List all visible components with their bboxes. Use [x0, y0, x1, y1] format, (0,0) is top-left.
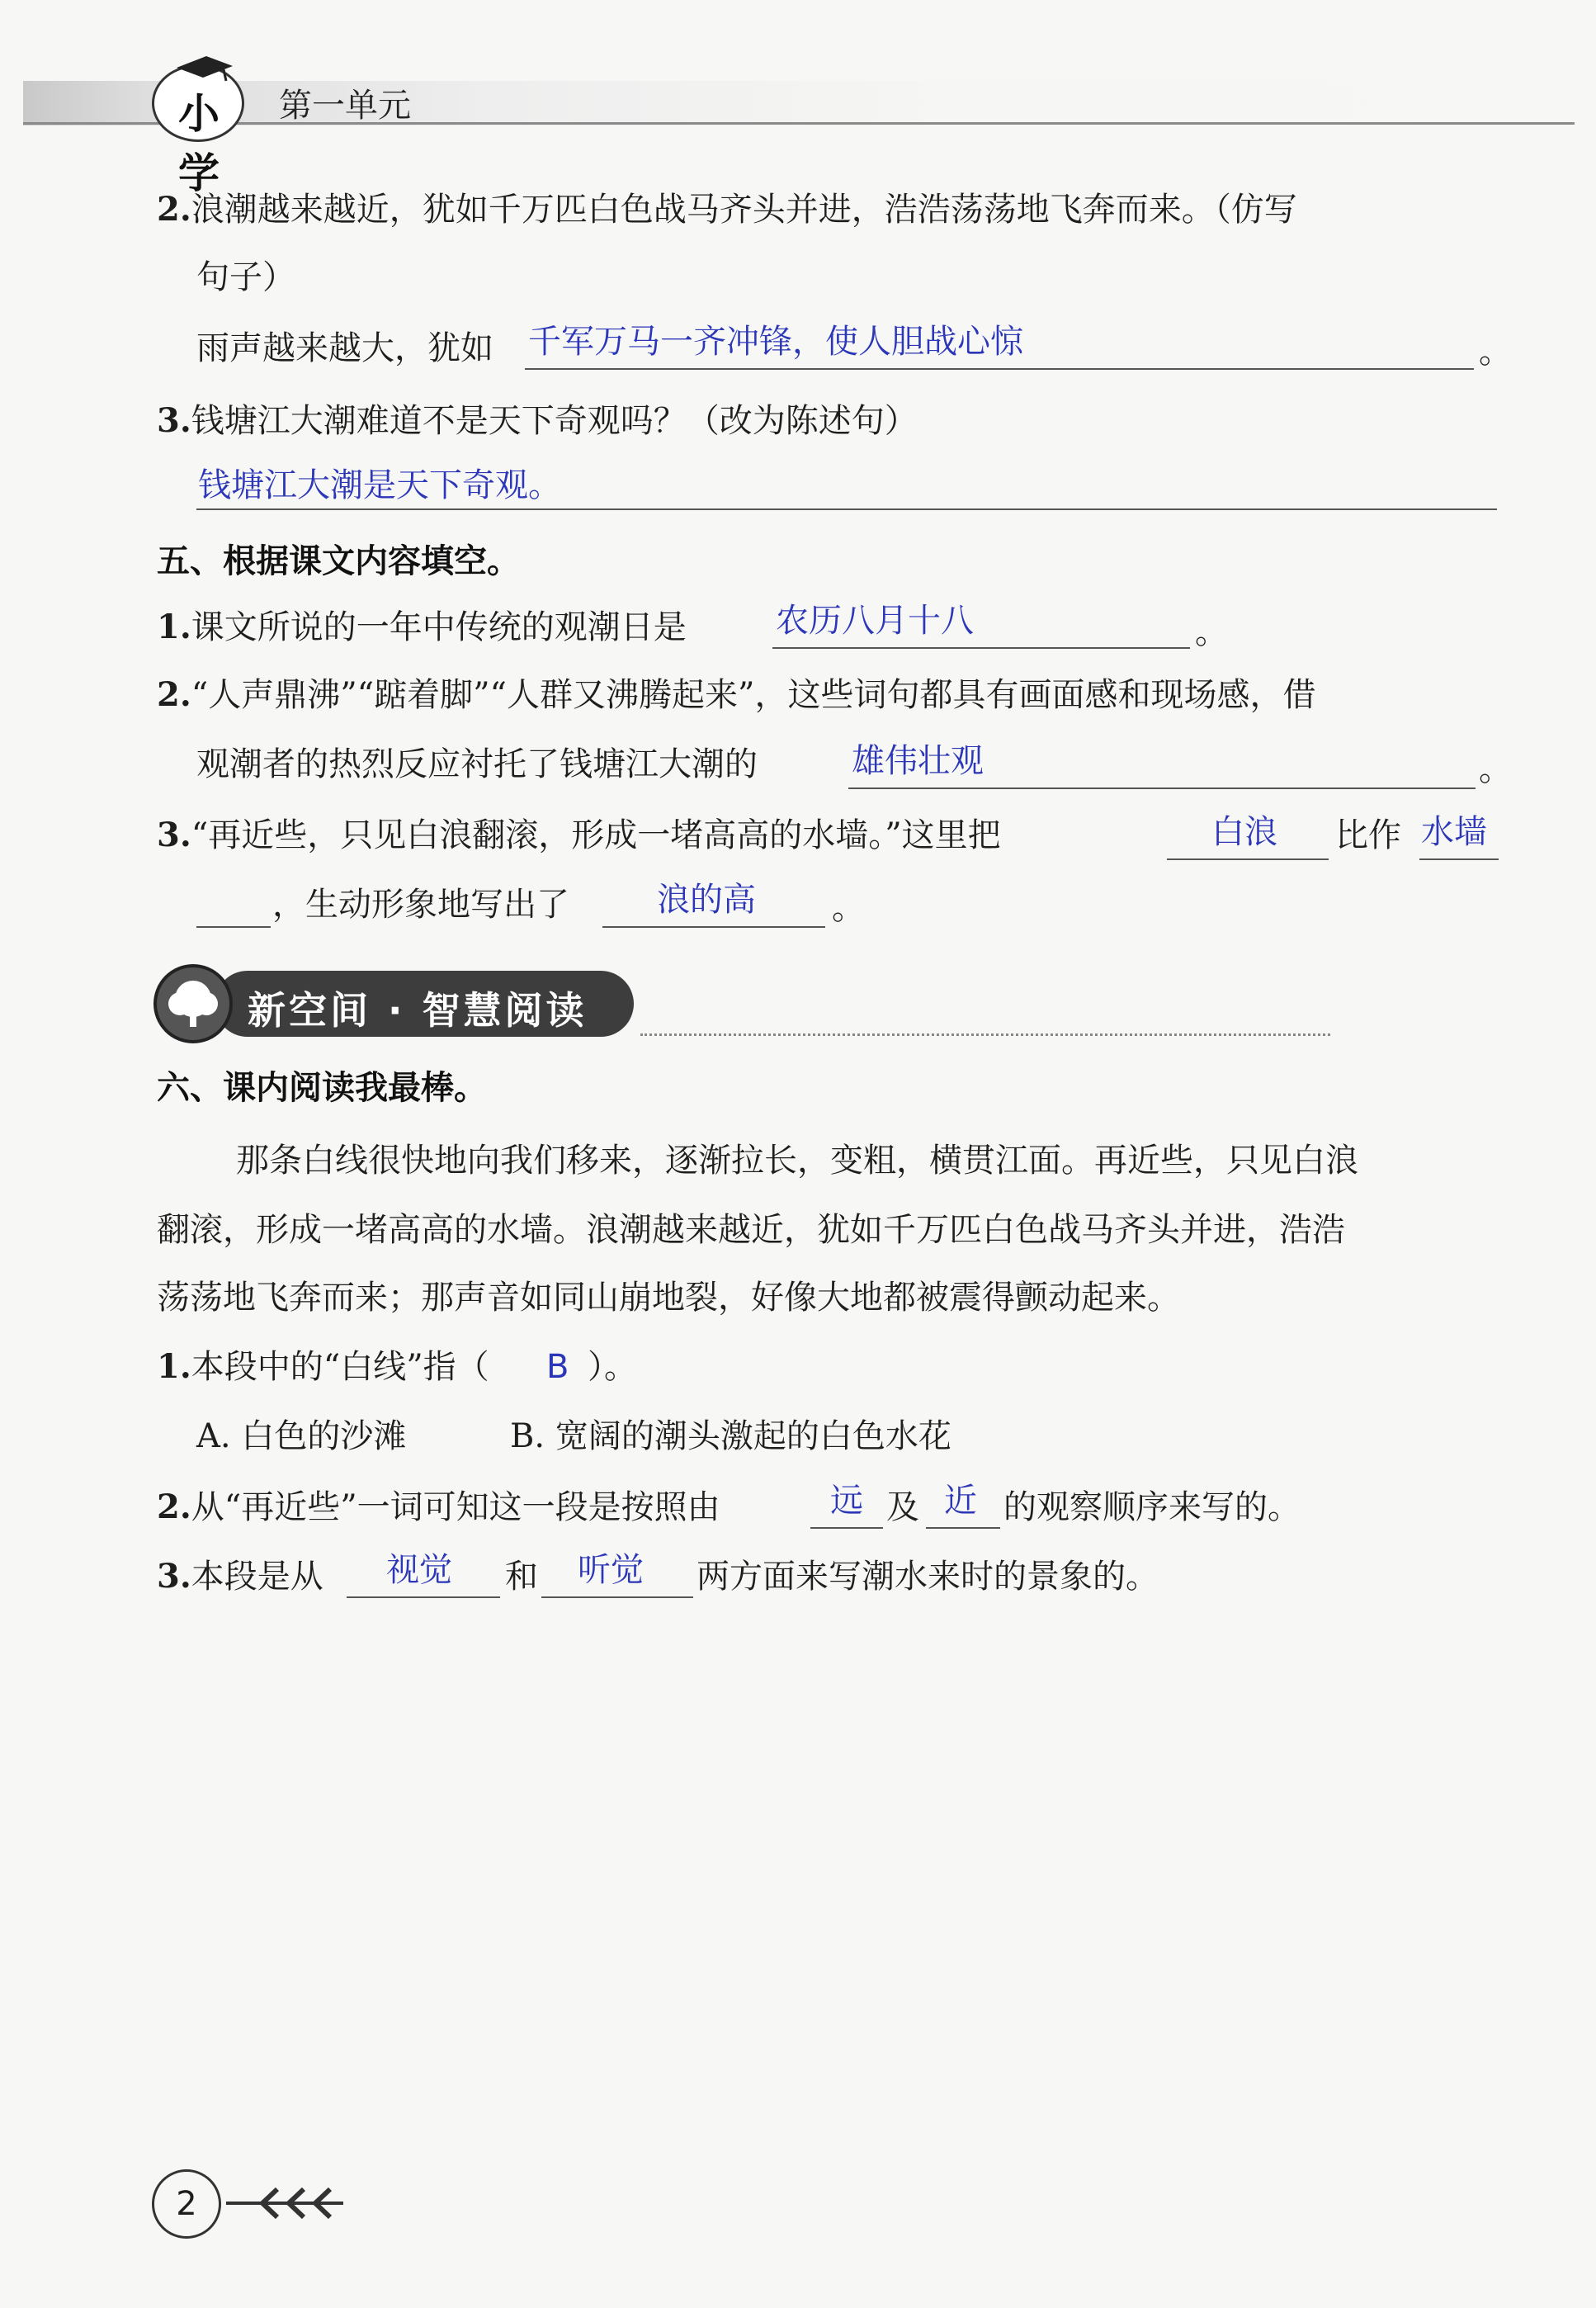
answer-underline: [196, 508, 1497, 510]
question-text: 钱塘江大潮难道不是天下奇观吗？（改为陈述句）: [191, 402, 918, 440]
question-number: 1.: [157, 1347, 191, 1386]
s6-q3-answer2: 听觉: [578, 1551, 644, 1589]
question-text: 本段是从: [191, 1558, 323, 1596]
s6-q2: [157, 1486, 720, 1529]
section-title: 五、根据课文内容填空。: [157, 542, 520, 580]
q2-answer: 千军万马一齐冲锋，使人胆战心惊: [528, 323, 1023, 361]
question-number: 3.: [157, 816, 191, 854]
punctuation: 。: [1479, 750, 1512, 788]
passage-line: 荡荡地飞奔而来；那声音如同山崩地裂，好像大地都被震得颤动起来。: [157, 1279, 1180, 1317]
question-text: 的观察顺序来写的。: [1003, 1488, 1301, 1526]
question-text: 浪潮越来越近，犹如千万匹白色战马齐头并进，浩浩荡荡地飞奔而来。（仿写: [191, 191, 1297, 229]
question-text: 和: [505, 1558, 538, 1596]
question-number: 2.: [157, 190, 191, 229]
question-text: 课文所说的一年中传统的观潮日是: [191, 608, 687, 646]
dotted-divider: [640, 1033, 1330, 1036]
answer-underline: [602, 926, 825, 928]
s5-q2-answer: 雄伟壮观: [852, 742, 984, 780]
option-a: A. 白色的沙滩: [196, 1417, 407, 1455]
section-title: 六、课内阅读我最棒。: [157, 1069, 487, 1107]
question-number: 3.: [157, 1557, 191, 1596]
answer-underline: [347, 1596, 500, 1598]
question-number: 3.: [157, 401, 191, 440]
passage-line: 翻滚，形成一堵高高的水墙。浪潮越来越近，犹如千万匹白色战马齐头并进，浩浩: [157, 1211, 1345, 1249]
answer-underline: [926, 1527, 1000, 1529]
page-number: 2: [152, 2169, 221, 2239]
question-text: ）。: [588, 1348, 637, 1386]
s6-q3-answer1: 视觉: [386, 1551, 452, 1589]
q2-prompt: 雨声越来越大，犹如: [196, 329, 493, 367]
header-band: [23, 81, 1575, 125]
question-text: “再近些，只见白浪翻滚，形成一堵高高的水墙。”这里把: [191, 816, 1001, 854]
s5-q2-line1: [157, 674, 1315, 717]
question-text: “人声鼎沸”“踮着脚”“人群又沸腾起来”，这些词句都具有画面感和现场感，借: [191, 676, 1316, 714]
question-text: ，生动形象地写出了: [272, 886, 569, 924]
question-number: 2.: [157, 1487, 191, 1526]
question-text: 及: [886, 1488, 919, 1526]
tree-icon: [153, 964, 233, 1043]
q2-end: 。: [1479, 333, 1512, 371]
punctuation: 。: [1195, 613, 1228, 651]
logo-text: 小学: [178, 90, 220, 197]
s5-q2-line2: 观潮者的热烈反应衬托了钱塘江大潮的: [196, 745, 758, 783]
s5-q3-line1: [157, 814, 1001, 857]
graduation-cap-icon: [173, 53, 234, 83]
question-text: 本段中的“白线”指（: [191, 1348, 489, 1386]
question-number: 2.: [157, 675, 191, 714]
answer-underline: [1419, 858, 1499, 860]
question-number: 1.: [157, 608, 191, 646]
answer-underline: [848, 787, 1476, 789]
answer-underline: [772, 647, 1190, 649]
answer-underline: [810, 1527, 883, 1529]
s5-q1-answer: 农历八月十八: [776, 602, 974, 640]
s6-q1: [157, 1346, 489, 1388]
q2-line1: [157, 188, 1297, 231]
arrow-decoration-icon: [223, 2183, 347, 2224]
s5-q3-answer2: 水墙: [1421, 813, 1487, 851]
s6-q3: [157, 1555, 323, 1598]
s5-q1: [157, 606, 687, 649]
s6-q2-answer2: 近: [944, 1482, 977, 1520]
answer-underline: [196, 926, 271, 928]
q2-line2: 句子）: [196, 258, 295, 296]
punctuation: 。: [832, 889, 865, 927]
answer-underline: [525, 368, 1474, 370]
answer-underline: [541, 1596, 693, 1598]
answer-underline: [1167, 858, 1329, 860]
q3-answer: 钱塘江大潮是天下奇观。: [198, 466, 561, 504]
s6-q1-answer: B: [546, 1348, 569, 1386]
question-text: 从“再近些”一词可知这一段是按照由: [191, 1488, 720, 1526]
s5-q3-answer1: 白浪: [1211, 813, 1277, 851]
question-text: 两方面来写潮水来时的景象的。: [696, 1558, 1159, 1596]
header-rule: [23, 122, 1575, 125]
option-b: B. 宽阔的潮头激起的白色水花: [510, 1417, 951, 1455]
unit-title: 第一单元: [279, 87, 411, 125]
question-text: 比作: [1335, 816, 1401, 854]
passage-line: 那条白线很快地向我们移来，逐渐拉长，变粗，横贯江面。再近些，只见白浪: [236, 1142, 1358, 1180]
banner-title: 新空间 · 智慧阅读: [248, 988, 588, 1033]
q3-line: [157, 400, 918, 442]
s5-q3-answer3: 浪的高: [657, 881, 756, 919]
s6-q2-answer1: 远: [830, 1482, 863, 1520]
